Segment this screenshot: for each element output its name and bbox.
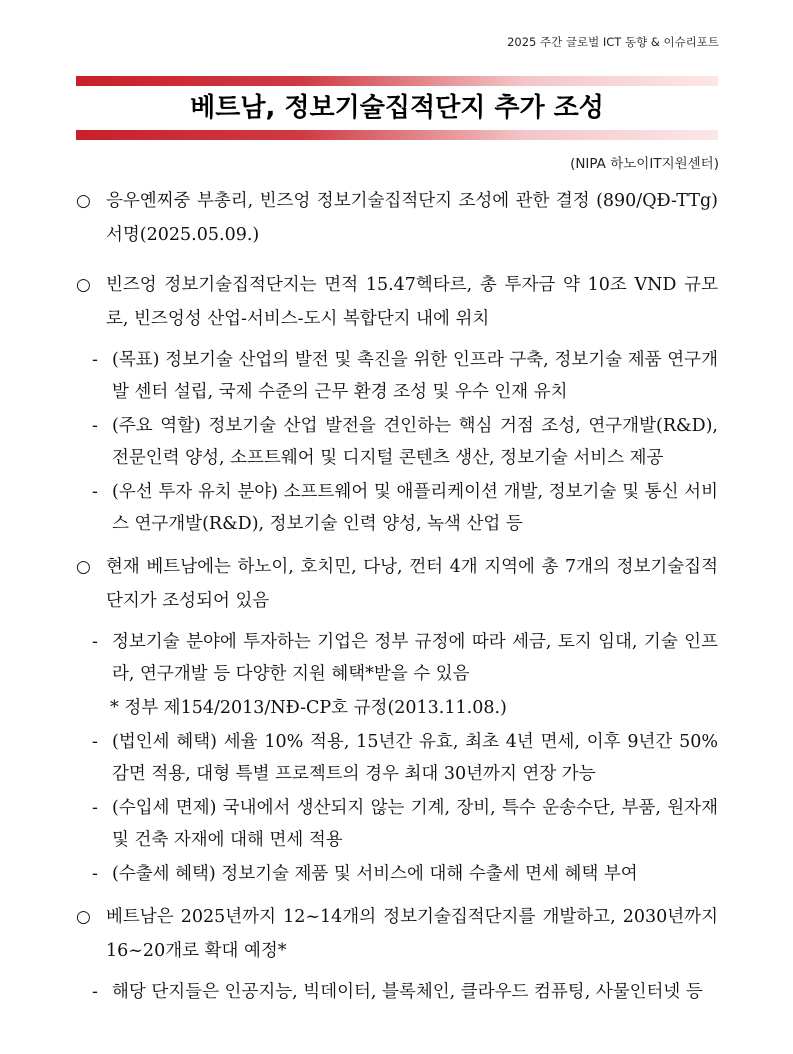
dash-item bbox=[82, 410, 718, 474]
page-title: 베트남, 정보기술집적단지 추가 조성 bbox=[190, 93, 604, 123]
title-bar-top bbox=[76, 76, 718, 86]
document-body bbox=[76, 184, 718, 1010]
circle-item bbox=[76, 900, 718, 968]
dash-item bbox=[82, 792, 718, 856]
circle-item bbox=[76, 550, 718, 618]
title-bar-bottom bbox=[76, 130, 718, 140]
dash-bullet: - bbox=[92, 482, 98, 502]
dash-bullet: - bbox=[92, 632, 98, 652]
item-text: 베트남은 2025년까지 12~14개의 정보기술집적단지를 개발하고, 2030년까지 16~20개로 확대 예정* bbox=[106, 907, 718, 961]
report-header: 2025 주간 글로벌 ICT 동향 & 이슈리포트 bbox=[507, 35, 719, 49]
item-text: 현재 베트남에는 하노이, 호치민, 다낭, 껀터 4개 지역에 총 7개의 정보기술집적단지가 조성되어 있음 bbox=[106, 557, 718, 611]
dash-item bbox=[82, 476, 718, 540]
dash-bullet: - bbox=[92, 864, 98, 884]
dash-bullet: - bbox=[92, 798, 98, 818]
item-text: 정보기술 분야에 투자하는 기업은 정부 규정에 따라 세금, 토지 임대, 기술 인프라, 연구개발 등 다양한 지원 혜택*받을 수 있음 bbox=[112, 632, 718, 684]
dash-bullet: - bbox=[92, 416, 98, 436]
dash-item bbox=[82, 344, 718, 408]
item-text: (우선 투자 유치 분야) 소프트웨어 및 애플리케이션 개발, 정보기술 및 통신 서비스 연구개발(R&D), 정보기술 인력 양성, 녹색 산업 등 bbox=[112, 482, 718, 534]
item-text: (수출세 혜택) 정보기술 제품 및 서비스에 대해 수출세 면세 혜택 부여 bbox=[112, 864, 638, 884]
item-text: (수입세 면제) 국내에서 생산되지 않는 기계, 장비, 특수 운송수단, 부품, 원자재 및 건축 자재에 대해 면세 적용 bbox=[112, 798, 718, 850]
footnote: * 정부 제154/2013/NĐ-CP호 규정(2013.11.08.) bbox=[110, 698, 507, 718]
dash-bullet: - bbox=[92, 982, 98, 1002]
circle-bullet: ○ bbox=[76, 191, 91, 211]
item-text: (법인세 혜택) 세율 10% 적용, 15년간 유효, 최초 4년 면세, 이후 9년간 50% 감면 적용, 대형 특별 프로젝트의 경우 최대 30년까지 연장 가능 bbox=[112, 732, 718, 784]
circle-bullet: ○ bbox=[76, 557, 91, 577]
dash-item bbox=[82, 858, 718, 890]
circle-bullet: ○ bbox=[76, 275, 91, 295]
item-text: 응우옌찌중 부총리, 빈즈엉 정보기술집적단지 조성에 관한 결정 (890/QĐ-TTg) 서명(2025.05.09.) bbox=[106, 191, 718, 245]
dash-item bbox=[82, 976, 718, 1008]
item-text: 해당 단지들은 인공지능, 빅데이터, 블록체인, 클라우드 컴퓨팅, 사물인터넷 등 bbox=[112, 982, 703, 1002]
circle-item bbox=[76, 268, 718, 336]
item-text: (목표) 정보기술 산업의 발전 및 촉진을 위한 인프라 구축, 정보기술 제품 연구개발 센터 설립, 국제 수준의 근무 환경 조성 및 우수 인재 유치 bbox=[112, 350, 718, 402]
dash-bullet: - bbox=[92, 350, 98, 370]
dash-item bbox=[82, 626, 718, 690]
circle-bullet: ○ bbox=[76, 907, 91, 927]
dash-item bbox=[82, 726, 718, 790]
circle-item bbox=[76, 184, 718, 252]
source-label: (NIPA 하노이IT지원센터) bbox=[570, 156, 719, 172]
item-text: (주요 역할) 정보기술 산업 발전을 견인하는 핵심 거점 조성, 연구개발(R&D), 전문인력 양성, 소프트웨어 및 디지털 콘텐츠 생산, 정보기술 서비스 제공 bbox=[112, 416, 718, 468]
dash-bullet: - bbox=[92, 732, 98, 752]
item-text: 빈즈엉 정보기술집적단지는 면적 15.47헥타르, 총 투자금 약 10조 VND 규모로, 빈즈엉성 산업-서비스-도시 복합단지 내에 위치 bbox=[106, 275, 718, 329]
